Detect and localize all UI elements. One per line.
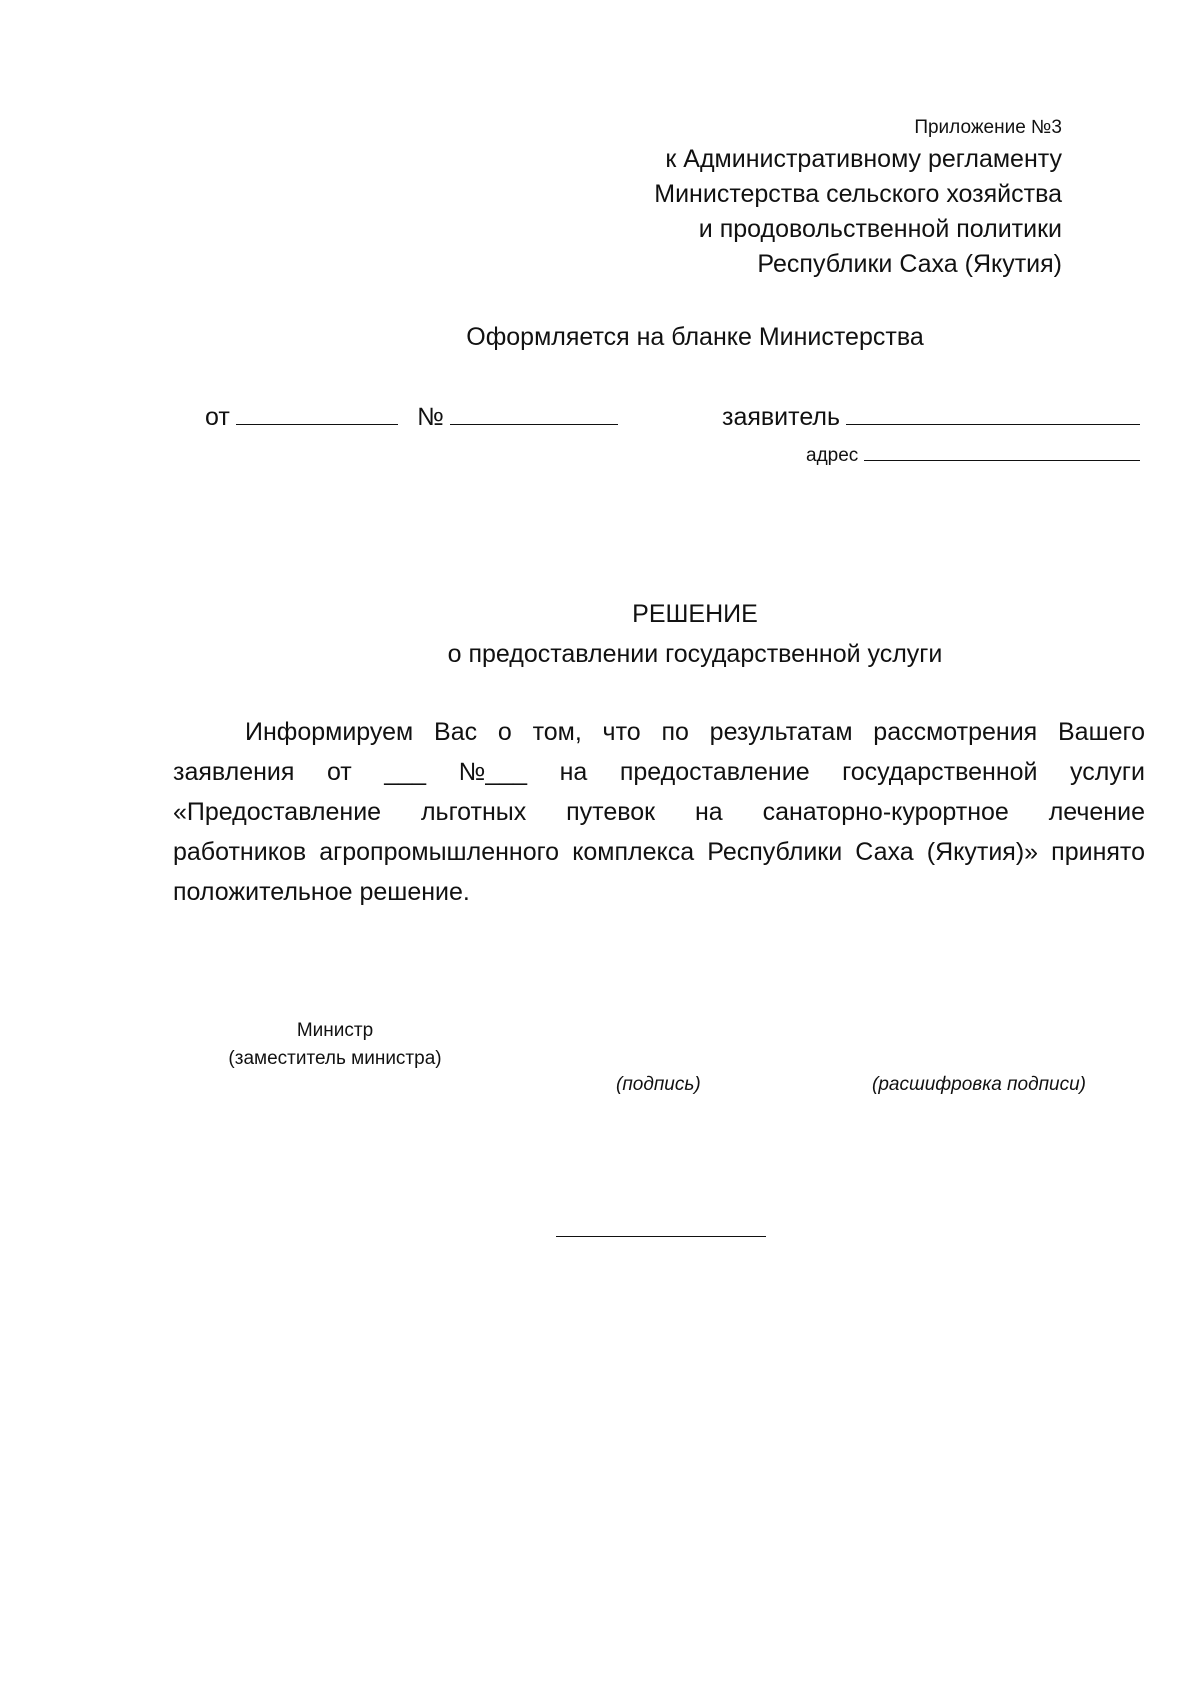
- decision-title: РЕШЕНИЕ: [632, 600, 758, 628]
- regulation-line-1: к Административному регламенту: [665, 145, 1062, 173]
- number-blank[interactable]: [450, 400, 618, 425]
- annex-header: [654, 114, 1062, 282]
- position-title: Министр: [296, 1020, 374, 1041]
- body-line-3: [173, 792, 1145, 832]
- position-subtitle: (заместитель министра): [228, 1048, 442, 1069]
- decision-body: [173, 712, 1145, 912]
- body-word: лечение: [1048, 798, 1145, 826]
- date-label: от: [205, 403, 230, 431]
- regulation-line-3: и продовольственной политики: [698, 215, 1062, 243]
- number-field[interactable]: [417, 400, 618, 434]
- body-word: предоставление: [619, 758, 810, 786]
- regulation-line-2: Министерства сельского хозяйства: [654, 180, 1062, 208]
- body-word: от: [326, 758, 352, 786]
- footer-rule: [556, 1236, 766, 1237]
- applicant-field[interactable]: [722, 400, 1140, 434]
- date-field[interactable]: [205, 400, 398, 434]
- annex-number: Приложение №3: [914, 117, 1062, 138]
- body-line-1: Информируем Вас о том, что по результатам рассмотрения Вашего: [245, 718, 1145, 746]
- signatory-position: [210, 1017, 460, 1073]
- body-word: санаторно-курортное: [762, 798, 1009, 826]
- body-word: ___: [384, 758, 427, 786]
- body-word: государственной: [842, 758, 1038, 786]
- address-blank[interactable]: [864, 442, 1140, 461]
- body-word: №___: [458, 758, 528, 786]
- body-word: услуги: [1070, 758, 1145, 786]
- body-word: «Предоставление: [173, 798, 382, 826]
- number-label: №: [417, 403, 444, 431]
- address-label: адрес: [806, 445, 859, 466]
- signature-caption: (подпись): [616, 1074, 701, 1095]
- body-line-4: работников агропромышленного комплекса Республики Саха (Якутия)» принято: [173, 838, 1145, 866]
- body-word: на: [694, 798, 723, 826]
- letterhead-note: Оформляется на бланке Министерства: [466, 323, 924, 351]
- body-line-2: [173, 752, 1145, 792]
- address-field[interactable]: [806, 442, 1140, 469]
- applicant-blank[interactable]: [846, 400, 1140, 425]
- body-word: заявления: [173, 758, 295, 786]
- body-line-5: положительное решение.: [173, 878, 470, 906]
- signature-name-caption: (расшифровка подписи): [872, 1074, 1086, 1095]
- body-word: путевок: [566, 798, 656, 826]
- regulation-line-4: Республики Саха (Якутия): [757, 250, 1062, 278]
- applicant-label: заявитель: [722, 403, 841, 431]
- date-blank[interactable]: [236, 400, 398, 425]
- body-word: льготных: [420, 798, 527, 826]
- decision-subtitle: о предоставлении государственной услуги: [447, 640, 943, 668]
- body-word: на: [559, 758, 588, 786]
